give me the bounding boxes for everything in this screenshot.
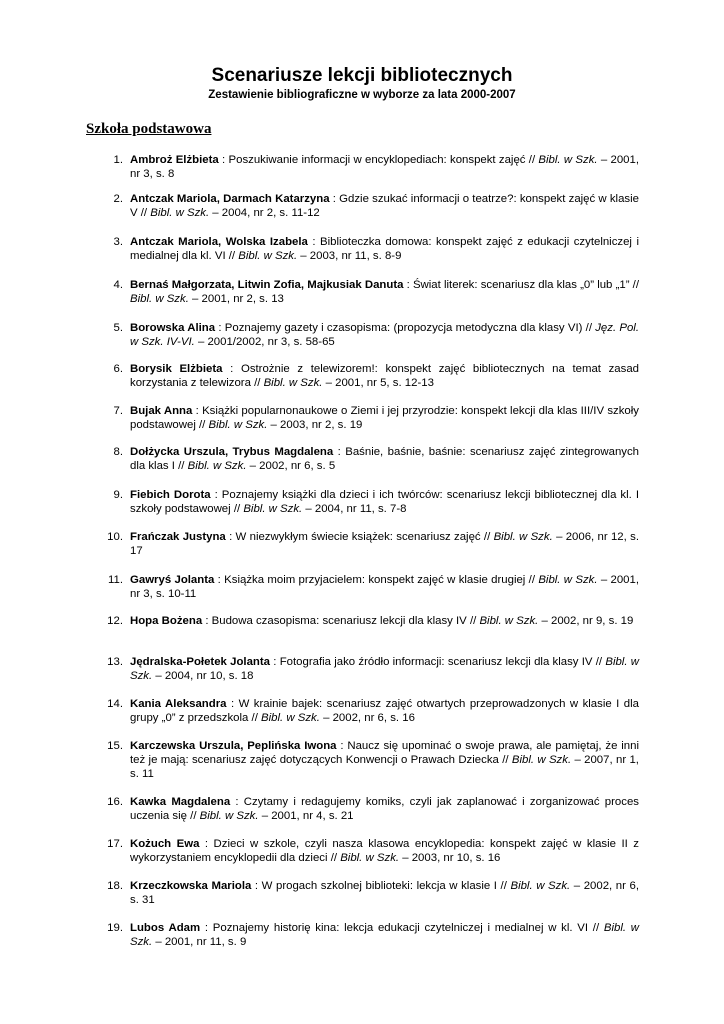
entry-journal: Bibl. w Szk. — [538, 154, 598, 166]
entry-title: : Poznajemy gazety i czasopisma: (propozycja metodyczna dla klasy VI) // — [215, 322, 596, 334]
entry-title: : Budowa czasopisma: scenariusz lekcji dla klasy IV // — [202, 615, 480, 627]
entry-title: : Poznajemy książki dla dzieci i ich twórców: scenariusz lekcji bibliotecznej dla kl. I szkoły podstawowej // — [130, 489, 639, 516]
entry-author: Antczak Mariola, Darmach Katarzyna — [130, 193, 330, 205]
entry-number: 13. — [107, 656, 123, 668]
entry-journal: Bibl. w Szk. — [511, 754, 572, 767]
entry-text — [130, 530, 639, 558]
entry-author: Frańczak Justyna — [130, 531, 226, 543]
entry-title: : Ostrożnie z telewizorem!: konspekt zajęć bibliotecznych na temat zasad korzystania z telewizora // — [130, 363, 639, 390]
entry-title: : Książki popularnonaukowe o Ziemi i jej przyrodzie: konspekt lekcji dla klas III/IV szkoły podstawowej // — [130, 405, 639, 432]
entry-journal: Bibl. w Szk. — [130, 922, 639, 949]
entry-number: 4. — [113, 279, 123, 291]
entry-journal: Bibl. w Szk. — [340, 852, 400, 865]
bibliography-entry — [107, 192, 639, 220]
bibliography-entry — [107, 837, 639, 865]
entry-title: : W niezwykłym świecie książek: scenariusz zajęć // — [225, 531, 494, 543]
bibliography-entry — [107, 921, 639, 949]
entry-number: 18. — [107, 880, 123, 892]
entry-journal: Bibl. w Szk. — [263, 377, 323, 390]
entry-issue: – 2001, nr 11, s. 9 — [152, 936, 247, 949]
document-title: Scenariusze lekcji bibliotecznych — [211, 65, 513, 86]
entry-journal: Bibl. w Szk. — [130, 293, 189, 306]
bibliography-entry — [107, 488, 639, 516]
entry-title: : Baśnie, baśnie, baśnie: scenariusz zajęć zintegrowanych dla klas I // — [130, 446, 640, 473]
entry-issue: – 2001, nr 4, s. 21 — [258, 810, 354, 823]
entry-issue: – 2004, nr 10, s. 18 — [152, 670, 254, 683]
entry-author: Kania Aleksandra — [130, 698, 227, 710]
entry-author: Dołżycka Urszula, Trybus Magdalena — [130, 446, 334, 458]
entry-issue: – 2002, nr 9, s. 19 — [538, 615, 634, 627]
entry-text — [130, 153, 639, 181]
entry-text — [130, 573, 639, 601]
entry-author: Fiebich Dorota — [130, 489, 211, 501]
bibliography-entry — [107, 795, 639, 823]
entry-issue: – 2001, nr 3, s. 10-11 — [130, 574, 639, 601]
entry-text — [130, 445, 639, 473]
entry-author: Borysik Elżbieta — [130, 363, 223, 375]
bibliography-entry — [107, 445, 639, 473]
entry-author: Antczak Mariola, Wolska Izabela — [130, 236, 308, 248]
section-heading: Szkoła podstawowa — [86, 121, 212, 137]
entry-text — [130, 739, 639, 782]
entry-number: 1. — [113, 154, 123, 166]
entry-journal: Bibl. w Szk. — [208, 419, 268, 432]
entry-text — [130, 697, 639, 725]
entry-text — [130, 235, 639, 263]
entry-journal: Bibl. w Szk. — [199, 810, 259, 823]
entry-issue: – 2001, nr 2, s. 13 — [188, 293, 284, 306]
entry-author: Kożuch Ewa — [130, 838, 200, 850]
entry-number: 11. — [108, 574, 123, 586]
entry-issue: – 2006, nr 12, s. 17 — [130, 531, 639, 558]
bibliography-entry — [107, 655, 639, 683]
entry-issue: – 2003, nr 10, s. 16 — [399, 852, 501, 865]
entry-journal: Bibl. w Szk. — [130, 656, 639, 683]
entry-journal: Jęz. Pol. w Szk. IV-VI. — [130, 322, 639, 349]
bibliography-entry — [107, 235, 639, 263]
bibliography-entry — [107, 697, 639, 725]
entry-author: Kawka Magdalena — [130, 796, 231, 808]
entry-issue: – 2004, nr 2, s. 11-12 — [209, 207, 320, 220]
bibliography-entry — [107, 879, 639, 907]
entry-text — [130, 278, 639, 306]
entry-author: Gawryś Jolanta — [130, 574, 215, 586]
entry-text — [130, 192, 639, 220]
entry-title: : Świat literek: scenariusz dla klas „0” lub „1” // — [403, 279, 639, 291]
bibliography-entry — [107, 153, 639, 181]
entry-number: 7. — [113, 405, 123, 417]
entry-text — [130, 655, 639, 683]
entry-journal: Bibl. w Szk. — [243, 503, 303, 516]
entry-text — [130, 614, 639, 628]
entry-title: : Naucz się upominać o swoje prawa, ale pamiętaj, że inni też je mają: scenariusz zajęć dotyczących Konwencji o Prawach Dziecka // — [130, 740, 639, 767]
bibliography-entry — [107, 573, 639, 601]
document-subtitle: Zestawienie bibliograficzne w wyborze za lata 2000-2007 — [208, 89, 516, 101]
entry-number: 9. — [113, 489, 123, 501]
entry-title: : Biblioteczka domowa: konspekt zajęć z edukacji czytelniczej i medialnej dla kl. VI // — [130, 236, 639, 263]
entry-journal: Bibl. w Szk. — [261, 712, 320, 725]
entry-journal: Bibl. w Szk. — [493, 531, 553, 543]
entry-author: Krzeczkowska Mariola — [130, 880, 252, 892]
entry-issue: – 2002, nr 6, s. 31 — [130, 880, 639, 907]
entry-number: 6. — [113, 363, 123, 375]
entry-journal: Bibl. w Szk. — [187, 460, 247, 473]
entry-number: 17. — [107, 838, 123, 850]
bibliography-entry — [107, 530, 639, 558]
entry-title: : Dzieci w szkole, czyli nasza klasowa encyklopedia: konspekt zajęć w klasie II z wykorzystaniem encyklopedii dla dzieci // — [130, 838, 639, 865]
entry-issue: – 2001, nr 3, s. 8 — [130, 154, 639, 181]
entry-issue: – 2007, nr 1, s. 11 — [130, 754, 639, 781]
entry-author: Bernaś Małgorzata, Litwin Zofia, Majkusiak Danuta — [130, 279, 404, 291]
bibliography-entry — [107, 321, 639, 349]
entry-issue: – 2001/2002, nr 3, s. 58-65 — [194, 336, 335, 349]
entry-issue: – 2003, nr 2, s. 19 — [267, 419, 363, 432]
entry-author: Karczewska Urszula, Peplińska Iwona — [130, 740, 337, 752]
bibliography-entry — [107, 614, 639, 628]
entry-journal: Bibl. w Szk. — [238, 250, 298, 263]
entry-journal: Bibl. w Szk. — [479, 615, 539, 627]
entry-number: 8. — [113, 446, 123, 458]
entry-number: 14. — [107, 698, 123, 710]
entry-author: Jędralska-Połetek Jolanta — [130, 656, 271, 668]
entry-text — [130, 921, 639, 949]
entry-issue: – 2004, nr 11, s. 7-8 — [302, 503, 407, 516]
entry-title: : Czytamy i redagujemy komiks, czyli jak zaplanować i zorganizować proces uczenia się // — [130, 796, 639, 823]
entry-title: : Poszukiwanie informacji w encyklopediach: konspekt zajęć // — [218, 154, 539, 166]
entry-text — [130, 362, 639, 390]
entry-issue: – 2003, nr 11, s. 8-9 — [297, 250, 402, 263]
entry-text — [130, 404, 639, 432]
entry-author: Lubos Adam — [130, 922, 201, 934]
entry-title: : Książka moim przyjacielem: konspekt zajęć w klasie drugiej // — [214, 574, 539, 586]
entry-text — [130, 879, 639, 907]
entry-journal: Bibl. w Szk. — [538, 574, 598, 586]
entry-issue: – 2002, nr 6, s. 5 — [246, 460, 336, 473]
entry-issue: – 2002, nr 6, s. 16 — [319, 712, 415, 725]
entry-title: : Poznajemy historię kina: lekcja edukacji czytelniczej i medialnej w kl. VI // — [200, 922, 604, 934]
entry-issue: – 2001, nr 5, s. 12-13 — [322, 377, 434, 390]
entry-number: 3. — [113, 236, 123, 248]
entry-journal: Bibl. w Szk. — [510, 880, 571, 892]
entry-text — [130, 837, 639, 865]
entry-number: 16. — [107, 796, 123, 808]
entry-text — [130, 321, 639, 349]
bibliography-entry — [107, 278, 639, 306]
entry-title: : W krainie bajek: scenariusz zajęć otwartych przeprowadzonych w klasie I dla grupy „0” z przedszkola // — [130, 698, 639, 725]
entry-author: Hopa Bożena — [130, 615, 203, 627]
entry-title: : Fotografia jako źródło informacji: scenariusz lekcji dla klasy IV // — [270, 656, 606, 668]
entry-number: 12. — [107, 615, 123, 627]
entry-number: 5. — [113, 322, 123, 334]
entry-text — [130, 795, 639, 823]
bibliography-entry — [107, 404, 639, 432]
entry-journal: Bibl. w Szk. — [150, 207, 210, 220]
entry-title: : W progach szkolnej biblioteki: lekcja w klasie I // — [251, 880, 511, 892]
entry-number: 19. — [107, 922, 123, 934]
entry-text — [130, 488, 639, 516]
entry-number: 2. — [113, 193, 123, 205]
entry-title: : Gdzie szukać informacji o teatrze?: konspekt zajęć w klasie V // — [130, 193, 639, 220]
entry-author: Ambroż Elżbieta — [130, 154, 219, 166]
bibliography-entry — [107, 362, 639, 390]
entry-author: Borowska Alina — [130, 322, 216, 334]
entry-number: 15. — [107, 740, 123, 752]
bibliography-entry — [107, 739, 639, 782]
entry-author: Bujak Anna — [130, 405, 193, 417]
entry-number: 10. — [107, 531, 123, 543]
